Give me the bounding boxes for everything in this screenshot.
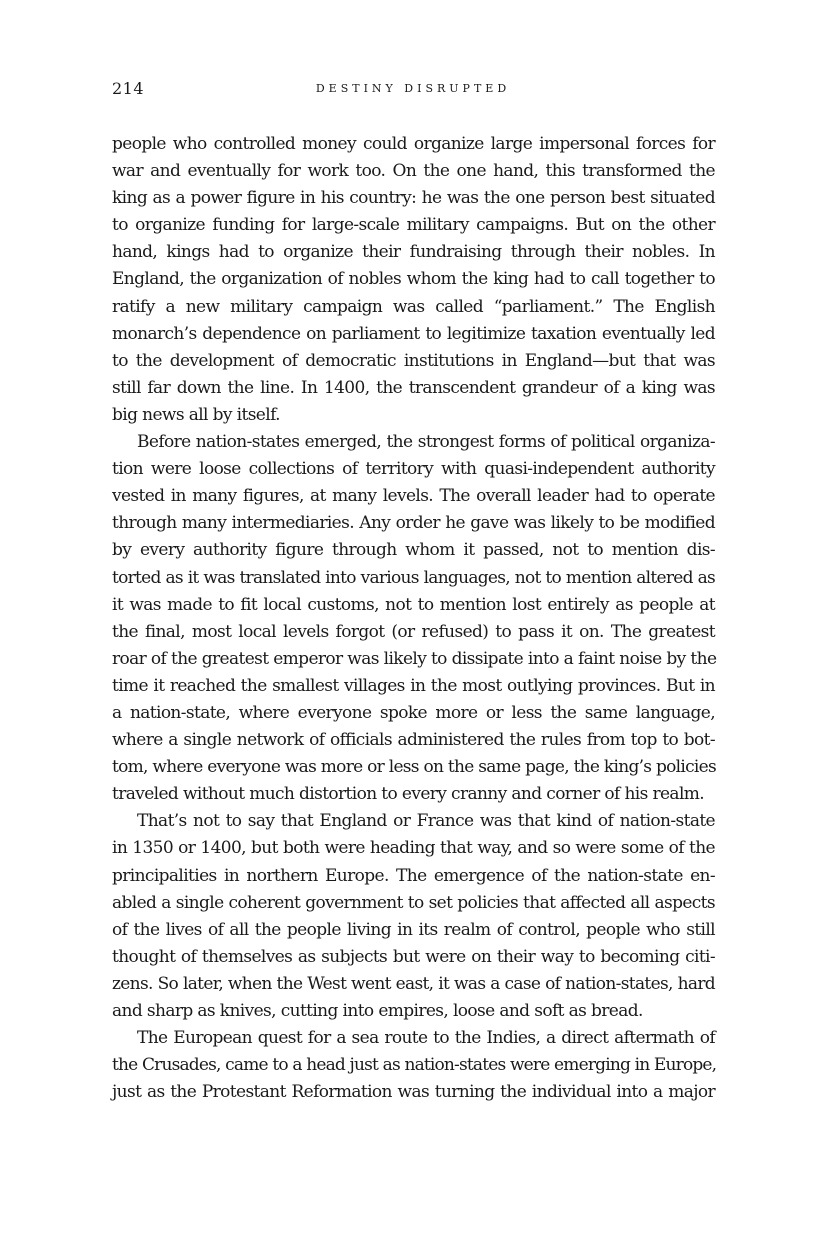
text-line: where a single network of officials administered the rules from top to bot- bbox=[112, 730, 715, 751]
text-line: through many intermediaries. Any order he gave was likely to be modified bbox=[112, 513, 715, 534]
body-text bbox=[112, 131, 715, 1106]
text-line: traveled without much distortion to every cranny and corner of his realm. bbox=[112, 784, 705, 805]
paragraph-start-line: Before nation-states emerged, the strongest forms of political organiza- bbox=[137, 432, 715, 453]
text-line: abled a single coherent government to set policies that affected all aspects bbox=[112, 892, 715, 913]
text-line: the final, most local levels forgot (or refused) to pass it on. The greatest bbox=[112, 621, 715, 642]
text-line: of the lives of all the people living in its realm of control, people who still bbox=[112, 919, 715, 940]
text-line: big news all by itself. bbox=[112, 404, 280, 425]
text-line: to organize funding for large-scale military campaigns. But on the other bbox=[112, 215, 715, 236]
text-line: thought of themselves as subjects but were on their way to becoming citi- bbox=[112, 946, 715, 967]
paragraph-start-line: The European quest for a sea route to the Indies, a direct aftermath of bbox=[137, 1028, 715, 1049]
text-line: principalities in northern Europe. The emergence of the nation-state en- bbox=[112, 865, 715, 886]
text-line: England, the organization of nobles whom the king had to call together to bbox=[112, 269, 715, 290]
text-line: to the development of democratic institutions in England—but that was bbox=[112, 350, 715, 371]
text-line: monarch’s dependence on parliament to legitimize taxation eventually led bbox=[112, 323, 715, 344]
text-line: in 1350 or 1400, but both were heading that way, and so were some of the bbox=[112, 838, 715, 859]
text-line: torted as it was translated into various languages, not to mention altered as bbox=[112, 567, 715, 588]
text-line: zens. So later, when the West went east, it was a case of nation-states, hard bbox=[112, 973, 715, 994]
text-line: a nation-state, where everyone spoke more or less the same language, bbox=[112, 702, 715, 723]
text-line: war and eventually for work too. On the one hand, this transformed the bbox=[112, 161, 715, 182]
text-line: hand, kings had to organize their fundraising through their nobles. In bbox=[112, 242, 715, 263]
text-line: vested in many figures, at many levels. The overall leader had to operate bbox=[112, 486, 715, 507]
text-line: ratify a new military campaign was called “parliament.” The English bbox=[112, 296, 715, 317]
paragraph-start-line: That’s not to say that England or France was that kind of nation-state bbox=[137, 811, 715, 832]
text-line: people who controlled money could organize large impersonal forces for bbox=[112, 134, 715, 154]
running-head bbox=[112, 79, 714, 101]
book-title: DESTINY DISRUPTED bbox=[315, 82, 511, 95]
text-line: tion were loose collections of territory with quasi-independent authority bbox=[112, 459, 715, 480]
text-line: time it reached the smallest villages in the most outlying provinces. But in bbox=[112, 675, 715, 696]
text-line: and sharp as knives, cutting into empires, loose and soft as bread. bbox=[112, 1001, 643, 1021]
text-line: king as a power figure in his country: he was the one person best situated bbox=[112, 188, 715, 209]
text-line: by every authority figure through whom it passed, not to mention dis- bbox=[112, 540, 715, 561]
page-number: 214 bbox=[112, 79, 145, 98]
text-line: tom, where everyone was more or less on the same page, the king’s policies bbox=[112, 757, 716, 778]
text-line: still far down the line. In 1400, the transcendent grandeur of a king was bbox=[112, 377, 715, 398]
text-line: roar of the greatest emperor was likely to dissipate into a faint noise by the bbox=[112, 648, 717, 669]
text-line: it was made to fit local customs, not to mention lost entirely as people at bbox=[112, 594, 715, 615]
text-line: the Crusades, came to a head just as nation-states were emerging in Europe, bbox=[112, 1055, 717, 1076]
text-line: just as the Protestant Reformation was turning the individual into a major bbox=[112, 1082, 715, 1103]
